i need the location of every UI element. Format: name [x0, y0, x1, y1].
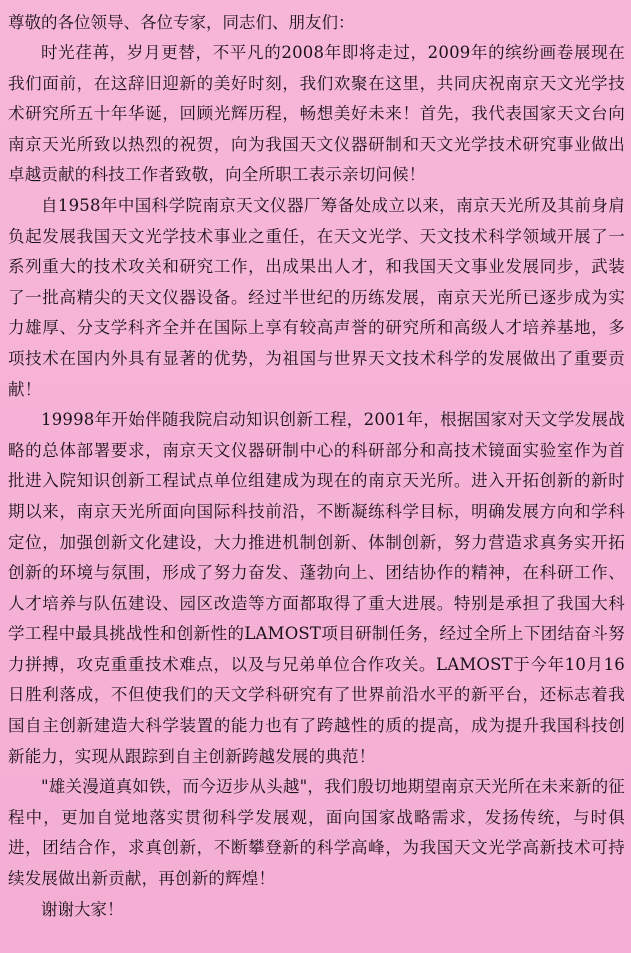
paragraph-innovation: 19998年开始伴随我院启动知识创新工程，2001年，根据国家对天文学发展战略的总体部署要求，南京天文仪器研制中心的科研部分和高技术镜面实验室作为首批进入院知识创新工程试点单位组建成为现在的南京天光所。进入开拓创新的新时期以来，南京天光所面向国际科技前沿，不断凝练科学目标，明确发展方向和学科定位，加强创新文化建设，大力推进机制创新、体制创新，努力营造求真务实开拓创新的环境与氛围，形成了努力奋发、蓬勃向上、团结协作的精神，在科研工作、人才培养与队伍建设、园区改造等方面都取得了重大进展。特别是承担了我国大科学工程中最具挑战性和创新性的LAMOST项目研制任务，经过全所上下团结奋斗努力拼搏，攻克重重技术难点，以及与兄弟单位合作攻关。LAMOST于今年10月16日胜利落成，不但使我们的天文学科研究有了世界前沿水平的新平台，还标志着我国自主创新建造大科学装置的能力也有了跨越性的质的提高，成为提升我国科技创新能力，实现从跟踪到自主创新跨越发展的典范！ [8, 410, 625, 766]
paragraph-opening: 时光荏苒，岁月更替，不平凡的2008年即将走过，2009年的缤纷画卷展现在我们面前，在这辞旧迎新的美好时刻，我们欢聚在这里，共同庆祝南京天文光学技术研究所五十年华诞，回顾光辉历程，畅想美好未来！首先，我代表国家天文台向南京天光所致以热烈的祝贺，向为我国天文仪器研制和天文光学技术研究事业做出卓越贡献的科技工作者致敬，向全所职工表示亲切问候！ [8, 43, 625, 185]
greeting: 尊敬的各位领导、各位专家，同志们、朋友们： [8, 13, 355, 32]
paragraph-history: 自1958年中国科学院南京天文仪器厂筹备处成立以来，南京天光所及其前身肩负起发展我国天文光学技术事业之重任，在天文光学、天文技术科学领域开展了一系列重大的技术攻关和研究工作，出成果出人才，和我国天文事业发展同步，武装了一批高精尖的天文仪器设备。经过半世纪的历练发展，南京天光所已逐步成为实力雄厚、分支学科齐全并在国际上享有较高声誉的研究所和高级人才培养基地，多项技术在国内外具有显著的优势，为祖国与世界天文技术科学的发展做出了重要贡献！ [8, 195, 625, 399]
paragraph-future: "雄关漫道真如铁，而今迈步从头越"，我们殷切地期望南京天光所在未来新的征程中，更加自觉地落实贯彻科学发展观，面向国家战略需求，发扬传统，与时俱进，团结合作，求真创新，不断攀登新的科学高峰，为我国天文光学高新技术可持续发展做出新贡献，再创新的辉煌！ [8, 777, 625, 889]
closing-thanks: 谢谢大家！ [41, 899, 124, 919]
